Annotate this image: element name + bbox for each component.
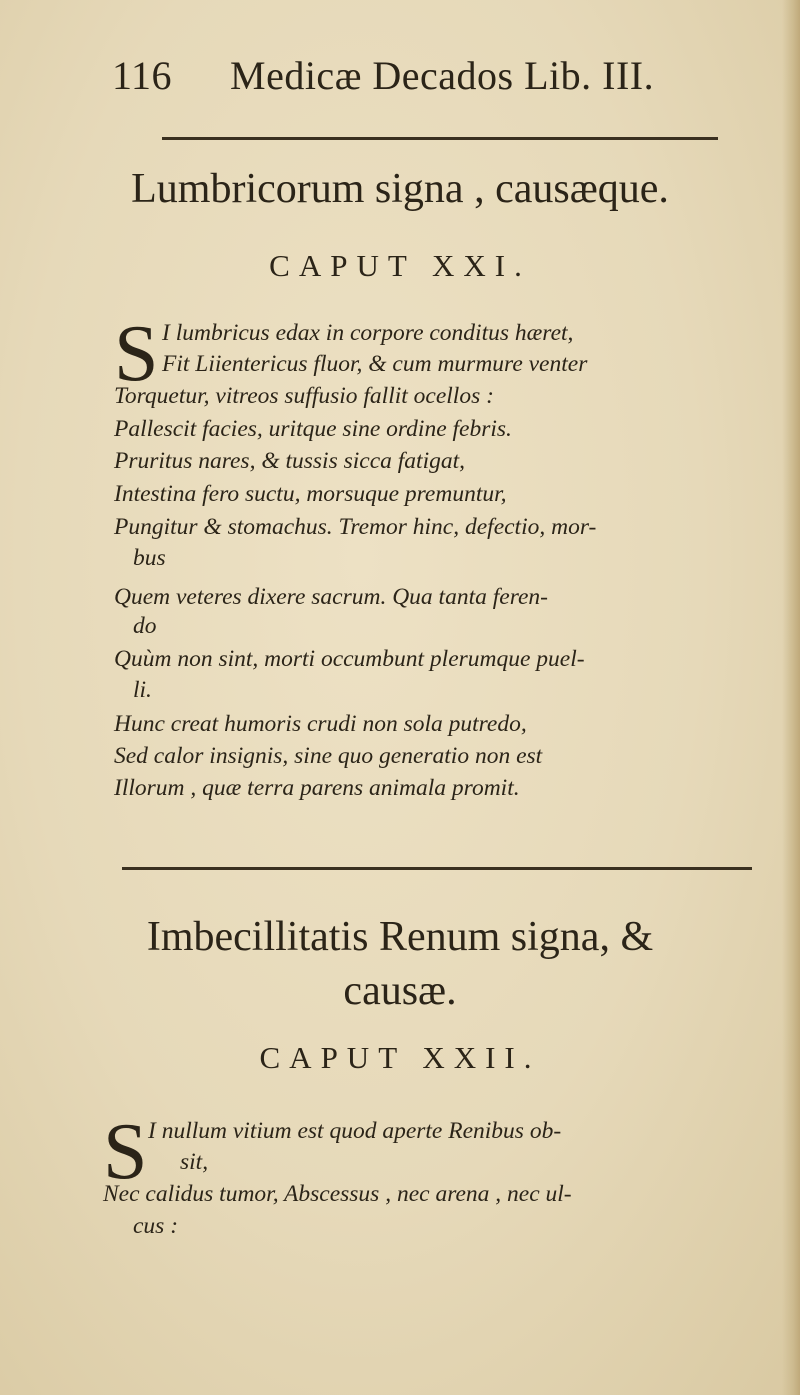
chapter-title-line-1: Imbecillitatis Renum signa, & xyxy=(146,914,654,960)
verse-line: Hunc creat humoris crudi non sola putredo, xyxy=(114,711,527,737)
verse-line: Pungitur & stomachus. Tremor hinc, defectio, mor- xyxy=(114,514,597,540)
verse-line: Quùm non sint, morti occumbunt plerumque puel- xyxy=(114,646,585,672)
section-rule xyxy=(122,867,752,870)
verse-line: Pallescit facies, uritque sine ordine febris. xyxy=(114,416,512,442)
verse-line-continuation: do xyxy=(133,613,157,639)
verse-line: Nec calidus tumor, Abscessus , nec arena , nec ul- xyxy=(103,1181,572,1207)
verse-line: Pruritus nares, & tussis sicca fatigat, xyxy=(114,448,465,474)
page-edge-shadow xyxy=(782,0,800,1395)
verse-line-continuation: sit, xyxy=(180,1149,209,1175)
chapter-title-xxi: Lumbricorum signa , causæque. xyxy=(131,166,669,212)
chapter-number-xxii: CAPUT XXII. xyxy=(259,1040,541,1075)
chapter-number-xxi: CAPUT XXI. xyxy=(269,248,531,283)
verse-line-continuation: li. xyxy=(133,677,152,703)
verse-line: Torquetur, vitreos suffusio fallit ocellos : xyxy=(114,383,494,409)
chapter-title-line-2: causæ. xyxy=(343,968,457,1014)
verse-line: Illorum , quæ terra parens animala promit. xyxy=(114,775,520,801)
header-rule xyxy=(162,137,718,140)
verse-line: I lumbricus edax in corpore conditus hæret, xyxy=(162,320,574,346)
verse-line-continuation: cus : xyxy=(133,1213,179,1239)
verse-line: I nullum vitium est quod aperte Renibus ob- xyxy=(148,1118,562,1144)
verse-line: Sed calor insignis, sine quo generatio non est xyxy=(114,743,543,769)
verse-line: Intestina fero suctu, morsuque premuntur, xyxy=(114,481,507,507)
verse-line: Fit Liientericus fluor, & cum murmure venter xyxy=(162,351,588,377)
verse-line-continuation: bus xyxy=(133,545,166,571)
verse-line: Quem veteres dixere sacrum. Qua tanta feren- xyxy=(114,584,548,610)
page-number: 116 xyxy=(112,53,173,98)
running-title: Medicæ Decados Lib. III. xyxy=(230,53,655,98)
running-header xyxy=(112,52,712,102)
chapter-title-xxii xyxy=(60,910,740,1018)
drop-cap-initial: S xyxy=(114,310,159,398)
drop-cap-initial: S xyxy=(103,1108,148,1196)
